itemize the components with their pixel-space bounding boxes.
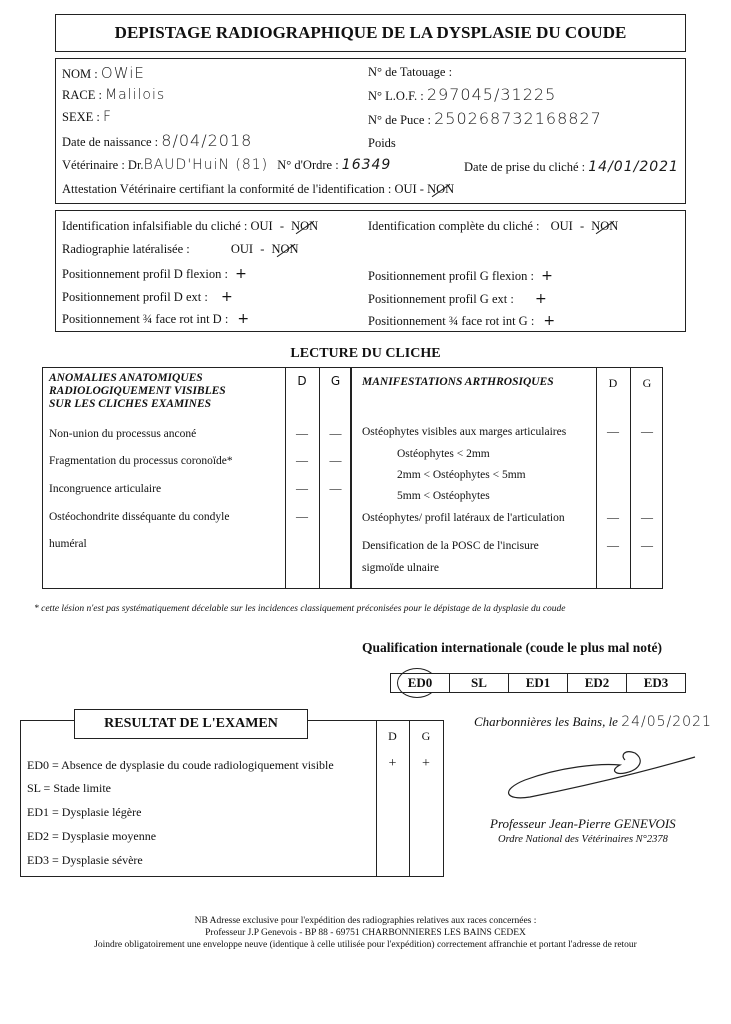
place-label: Charbonnières les Bains, le <box>474 714 618 729</box>
signatory-ordre: Ordre National des Vétérinaires N°2378 <box>498 834 668 845</box>
lecture-row-g-mark: — <box>641 538 653 552</box>
lecture-row-g-mark: — <box>641 510 653 524</box>
col-divider <box>596 368 597 588</box>
poids-field <box>368 135 396 151</box>
resultat-row-label: ED3 = Dysplasie sévère <box>27 853 143 867</box>
nom-value: OWiE <box>100 64 145 82</box>
veterinaire-label: Vétérinaire : Dr. <box>62 158 144 172</box>
header-line: ANOMALIES ANATOMIQUES <box>49 372 203 384</box>
tatouage-label: N° de Tatouage : <box>368 65 453 79</box>
lecture-row-label: Densification de la POSC de l'incisure <box>362 540 539 552</box>
lof-label: N° L.O.F. : <box>368 89 424 103</box>
lecture-row-g-mark: — <box>329 481 342 495</box>
lecture-row-label: 2mm < Ostéophytes < 5mm <box>397 469 526 481</box>
qualification-grades <box>390 673 686 693</box>
signature-place <box>474 714 712 730</box>
position-label: Positionnement profil D flexion : <box>62 267 228 281</box>
col-d-header: D <box>608 376 618 390</box>
complete-oui[interactable]: OUI <box>550 219 573 233</box>
resultat-title-box <box>74 709 308 739</box>
lecture-right-table <box>351 367 663 589</box>
footer-line: Professeur J.P Genevois - BP 88 - 69751 CHARBONNIERES LES BAINS CEDEX <box>205 928 526 938</box>
resultat-row-label: ED1 = Dysplasie légère <box>27 805 142 819</box>
position-label: Positionnement ¾ face rot int G : <box>368 314 535 328</box>
resultat-title: RESULTAT DE L'EXAMEN <box>104 716 278 731</box>
lecture-row-d-mark: — <box>296 481 308 495</box>
resultat-row-label: SL = Stade limite <box>27 781 111 795</box>
date-cliche-label: Date de prise du cliché : <box>464 160 586 174</box>
grade-label: ED3 <box>643 675 669 690</box>
lecture-row-label: Incongruence articulaire <box>49 483 162 495</box>
footer-line: Joindre obligatoirement une enveloppe neuve (identique à celle utilisée pour l'expédition) correctement affranchie et portant l'adresse de retour <box>94 940 637 950</box>
race-label: RACE : <box>62 88 102 102</box>
col-divider <box>319 368 320 588</box>
check-mark: + <box>541 268 553 284</box>
grade-ed2[interactable] <box>567 674 626 692</box>
complete-label: Identification complète du cliché : <box>368 219 540 233</box>
lateralisee-non-crossed[interactable]: NON <box>271 242 299 256</box>
resultat-row-label: ED2 = Dysplasie moyenne <box>27 829 157 843</box>
naissance-field <box>62 131 252 150</box>
infalsifiable-non-crossed[interactable]: NON <box>291 219 319 233</box>
right-header: MANIFESTATIONS ARTHROSIQUES <box>362 376 554 388</box>
position-g-face <box>368 313 555 329</box>
grade-label: SL <box>471 675 487 690</box>
puce-label: N° de Puce : <box>368 113 431 127</box>
complete-field <box>368 219 618 234</box>
naissance-value: 8/04/2018 <box>161 131 253 150</box>
footer-line: NB Adresse exclusive pour l'expédition des radiographies relatives aux races concernées : <box>194 916 537 926</box>
lecture-left-table <box>42 367 351 589</box>
lateralisee-oui[interactable]: OUI <box>230 242 254 256</box>
separator: - <box>419 182 424 196</box>
signatory-name: Professeur Jean-Pierre GENEVOIS <box>490 816 676 831</box>
lecture-row-label: Fragmentation du processus coronoïde* <box>49 455 233 467</box>
veterinaire-field <box>62 157 391 173</box>
col-divider <box>376 721 377 876</box>
lof-field <box>368 85 556 104</box>
sexe-field <box>62 109 112 125</box>
lecture-row-label: Ostéophytes/ profil latéraux de l'articulation <box>362 512 565 524</box>
grade-ed0[interactable] <box>391 674 449 692</box>
col-g-header: G <box>421 729 431 743</box>
position-g-ext <box>368 291 547 307</box>
ordre-label: N° d'Ordre : <box>277 158 339 172</box>
lecture-row-label: Ostéochondrite disséquante du condyle <box>49 511 230 523</box>
separator: - <box>279 219 284 233</box>
signature-scrawl <box>500 745 700 805</box>
separator: - <box>579 219 585 233</box>
col-d-header: D <box>388 729 397 743</box>
sexe-label: SEXE : <box>62 110 100 124</box>
check-mark: + <box>534 291 547 307</box>
check-mark: + <box>237 311 250 327</box>
attestation-oui[interactable]: OUI <box>394 182 417 196</box>
sexe-value: F <box>102 109 113 125</box>
puce-field <box>368 109 602 128</box>
header-line: RADIOLOGIQUEMENT VISIBLES <box>49 385 226 397</box>
grade-label: ED0 <box>407 675 433 690</box>
lecture-row-label: Ostéophytes < 2mm <box>397 448 490 460</box>
ordre-value: 16349 <box>341 157 392 173</box>
position-label: Positionnement profil G flexion : <box>368 269 534 283</box>
footnote: * cette lésion n'est pas systématiquement décelable sur les incidences classiquement préconisées pour le dépistage de la dysplasie du coude <box>34 604 566 614</box>
lecture-row-d-mark: — <box>607 510 619 524</box>
lecture-row-d-mark: — <box>296 453 308 467</box>
col-divider <box>630 368 631 588</box>
resultat-row-label: ED0 = Absence de dysplasie du coude radiologiquement visible <box>27 758 334 772</box>
col-d-header: D <box>297 374 307 388</box>
col-g-header: G <box>642 376 652 390</box>
resultat-section <box>20 720 444 877</box>
qualification-title: Qualification internationale (coude le plus mal noté) <box>362 640 662 655</box>
position-label: Positionnement ¾ face rot int D : <box>62 312 229 326</box>
position-g-flexion <box>368 268 553 284</box>
footer <box>0 915 731 951</box>
position-d-ext <box>62 289 233 305</box>
lateralisee-label: Radiographie latéralisée : <box>62 242 190 256</box>
puce-value: 250268732168827 <box>434 109 602 128</box>
grade-label: ED2 <box>584 675 610 690</box>
veterinaire-value: BAUD'HuiN (81) <box>143 157 269 173</box>
header-line: SUR LES CLICHES EXAMINES <box>49 398 212 410</box>
infalsifiable-label: Identification infalsifiable du cliché : <box>62 219 248 233</box>
tatouage-field <box>368 64 452 80</box>
lecture-title: LECTURE DU CLICHE <box>290 346 441 361</box>
check-mark: + <box>235 266 247 282</box>
nom-field <box>62 64 145 82</box>
lecture-row-label: 5mm < Ostéophytes <box>397 490 490 502</box>
lecture-row-d-mark: — <box>607 424 619 438</box>
date-cliche-value: 14/01/2021 <box>588 159 679 175</box>
check-mark: + <box>543 313 556 329</box>
lecture-row-g-mark: — <box>641 424 653 438</box>
lecture-row-d-mark: — <box>296 426 308 440</box>
attestation-non-crossed[interactable]: NON <box>427 182 455 196</box>
infalsifiable-oui[interactable]: OUI <box>250 219 273 233</box>
resultat-row-g-mark: + <box>422 756 430 771</box>
race-field <box>62 87 165 103</box>
lof-value: 297045/31225 <box>426 85 557 104</box>
left-header <box>49 372 226 411</box>
col-g-header: G <box>330 374 341 388</box>
col-divider <box>409 721 410 876</box>
col-divider <box>285 368 286 588</box>
lecture-row-label: huméral <box>49 538 87 550</box>
lateralisee-field <box>62 242 299 257</box>
poids-label: Poids <box>368 136 396 150</box>
grade-ed3[interactable] <box>626 674 685 692</box>
position-label: Positionnement profil G ext : <box>368 292 514 306</box>
separator: - <box>260 242 265 256</box>
lecture-row-d-mark: — <box>607 538 619 552</box>
attestation-label: Attestation Vétérinaire certifiant la conformité de l'identification : <box>62 182 392 196</box>
position-d-flexion <box>62 266 247 282</box>
race-value: Malilois <box>105 87 166 103</box>
nom-label: NOM : <box>62 67 98 81</box>
date-cliche-field <box>464 159 679 175</box>
infalsifiable-field <box>62 219 318 234</box>
lecture-row-g-mark: — <box>329 426 342 440</box>
complete-non-crossed[interactable]: NON <box>591 219 619 233</box>
grade-label: ED1 <box>525 675 551 690</box>
lecture-row-label: Non-union du processus anconé <box>49 428 197 440</box>
signature-date: 24/05/2021 <box>621 714 712 730</box>
lecture-row-g-mark: — <box>329 453 342 467</box>
document-title: DEPISTAGE RADIOGRAPHIQUE DE LA DYSPLASIE DU COUDE <box>114 23 627 42</box>
grade-ed1[interactable] <box>508 674 567 692</box>
grade-sl[interactable] <box>449 674 508 692</box>
title-box <box>55 14 686 52</box>
attestation-field <box>62 182 454 197</box>
resultat-row-d-mark: + <box>388 756 397 771</box>
lecture-row-label: Ostéophytes visibles aux marges articulaires <box>362 426 567 438</box>
identity-section <box>55 58 686 204</box>
lecture-row-label: sigmoïde ulnaire <box>362 562 439 574</box>
naissance-label: Date de naissance : <box>62 135 159 149</box>
lecture-row-d-mark: — <box>296 509 308 523</box>
position-label: Positionnement profil D ext : <box>62 290 208 304</box>
selected-circle-mark <box>397 668 437 698</box>
position-d-face <box>62 311 249 327</box>
identification-checks-section <box>55 210 686 332</box>
check-mark: + <box>220 289 233 305</box>
